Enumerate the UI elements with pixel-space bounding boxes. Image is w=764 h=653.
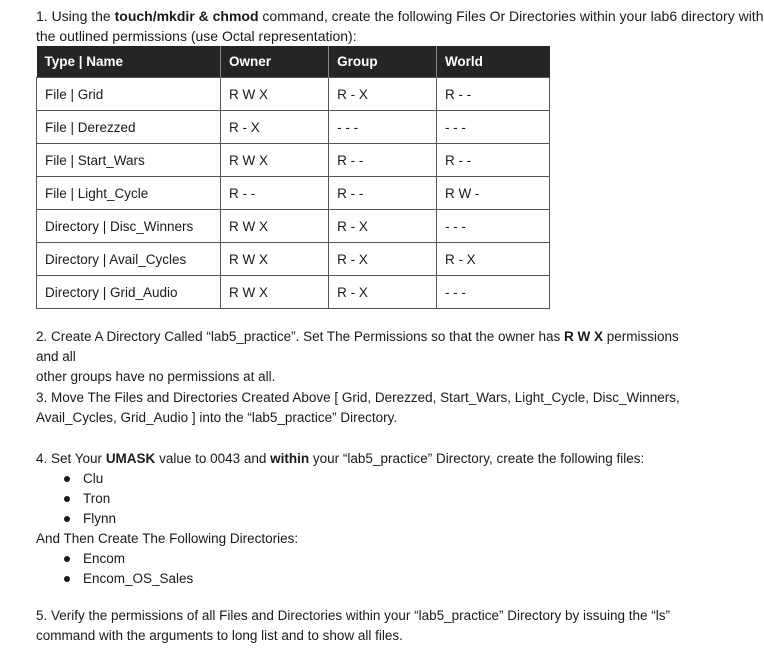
header-group: Group	[329, 46, 437, 78]
q2-text-a: 2. Create A Directory Called “lab5_practice”. Set The Permissions so that the owner has	[36, 329, 565, 344]
bullet-icon	[64, 476, 70, 482]
cell-type-name: Directory | Disc_Winners	[37, 210, 221, 243]
bullet-icon	[64, 576, 70, 582]
cell-world: - - -	[436, 276, 549, 309]
table-row	[37, 243, 550, 276]
q4-text-b: value to 0043 and	[155, 451, 271, 466]
dir-name: Encom_OS_Sales	[83, 571, 194, 586]
cell-group: R - -	[329, 177, 437, 210]
cell-type-name: Directory | Avail_Cycles	[37, 243, 221, 276]
cell-group: R - X	[329, 210, 437, 243]
file-name: Tron	[83, 491, 111, 506]
cell-owner: R W X	[220, 243, 328, 276]
list-item	[36, 489, 696, 509]
q1-command: touch/mkdir & chmod	[114, 8, 259, 24]
cell-world: - - -	[436, 111, 549, 144]
q1-line2: the outlined permissions (use Octal representation):	[36, 28, 357, 44]
cell-world: R W -	[436, 177, 549, 210]
q4-bold-within: within	[270, 451, 310, 466]
cell-type-name: File | Derezzed	[37, 111, 221, 144]
cell-owner: R - -	[220, 177, 328, 210]
directories-list	[36, 549, 696, 589]
cell-owner: R W X	[220, 78, 328, 111]
cell-type-name: File | Light_Cycle	[37, 177, 221, 210]
cell-group: R - -	[329, 144, 437, 177]
bullet-icon	[64, 556, 70, 562]
header-type-name: Type | Name	[37, 46, 221, 78]
cell-type-name: File | Start_Wars	[37, 144, 221, 177]
table-row	[37, 177, 550, 210]
cell-owner: R W X	[220, 144, 328, 177]
question-4	[36, 449, 696, 589]
q2-bold-rwx: R W X	[564, 329, 604, 344]
file-name: Clu	[83, 471, 104, 486]
bullet-icon	[64, 496, 70, 502]
cell-world: R - -	[436, 144, 549, 177]
list-item	[36, 469, 696, 489]
cell-group: R - X	[329, 243, 437, 276]
list-item	[36, 549, 696, 569]
cell-owner: R W X	[220, 276, 328, 309]
bullet-icon	[64, 516, 70, 522]
q2-line2: other groups have no permissions at all.	[36, 369, 276, 384]
files-list	[36, 469, 696, 529]
table-row	[37, 78, 550, 111]
question-1	[36, 6, 764, 46]
table-row	[37, 144, 550, 177]
table-row	[37, 210, 550, 243]
q3-line1: 3. Move The Files and Directories Created Above [ Grid, Derezzed, Start_Wars, Light_Cycle, Disc_Winners,	[36, 390, 680, 405]
cell-group: - - -	[329, 111, 437, 144]
header-owner: Owner	[220, 46, 328, 78]
q4-text-a: 4. Set Your	[36, 451, 106, 466]
list-item	[36, 509, 696, 529]
question-5	[36, 606, 696, 646]
q5-line2: command with the arguments to long list and to show all files.	[36, 628, 403, 643]
permissions-table	[36, 46, 550, 309]
q1-prefix: 1. Using the	[36, 8, 115, 24]
cell-world: - - -	[436, 210, 549, 243]
q4-text-c: your “lab5_practice” Directory, create the following files:	[309, 451, 645, 466]
cell-type-name: File | Grid	[37, 78, 221, 111]
directories-heading: And Then Create The Following Directories:	[36, 531, 299, 546]
list-item	[36, 569, 696, 589]
table-header-row	[37, 46, 550, 78]
dir-name: Encom	[83, 551, 126, 566]
cell-world: R - -	[436, 78, 549, 111]
file-name: Flynn	[83, 511, 117, 526]
question-2	[36, 327, 696, 387]
cell-type-name: Directory | Grid_Audio	[37, 276, 221, 309]
cell-owner: R W X	[220, 210, 328, 243]
cell-owner: R - X	[220, 111, 328, 144]
q1-middle: command, create the following Files Or Directories within your lab6 directory with	[258, 8, 764, 24]
cell-group: R - X	[329, 78, 437, 111]
q2-text-b: permissions and all	[36, 329, 679, 364]
table-row	[37, 111, 550, 144]
table-row	[37, 276, 550, 309]
q4-bold-umask: UMASK	[105, 451, 156, 466]
q5-line1: 5. Verify the permissions of all Files and Directories within your “lab5_practice” Directory by issuing the “ls”	[36, 608, 670, 623]
cell-group: R - X	[329, 276, 437, 309]
cell-world: R - X	[436, 243, 549, 276]
q3-line2: Avail_Cycles, Grid_Audio ] into the “lab5_practice” Directory.	[36, 410, 398, 425]
question-3	[36, 388, 696, 428]
header-world: World	[436, 46, 549, 78]
